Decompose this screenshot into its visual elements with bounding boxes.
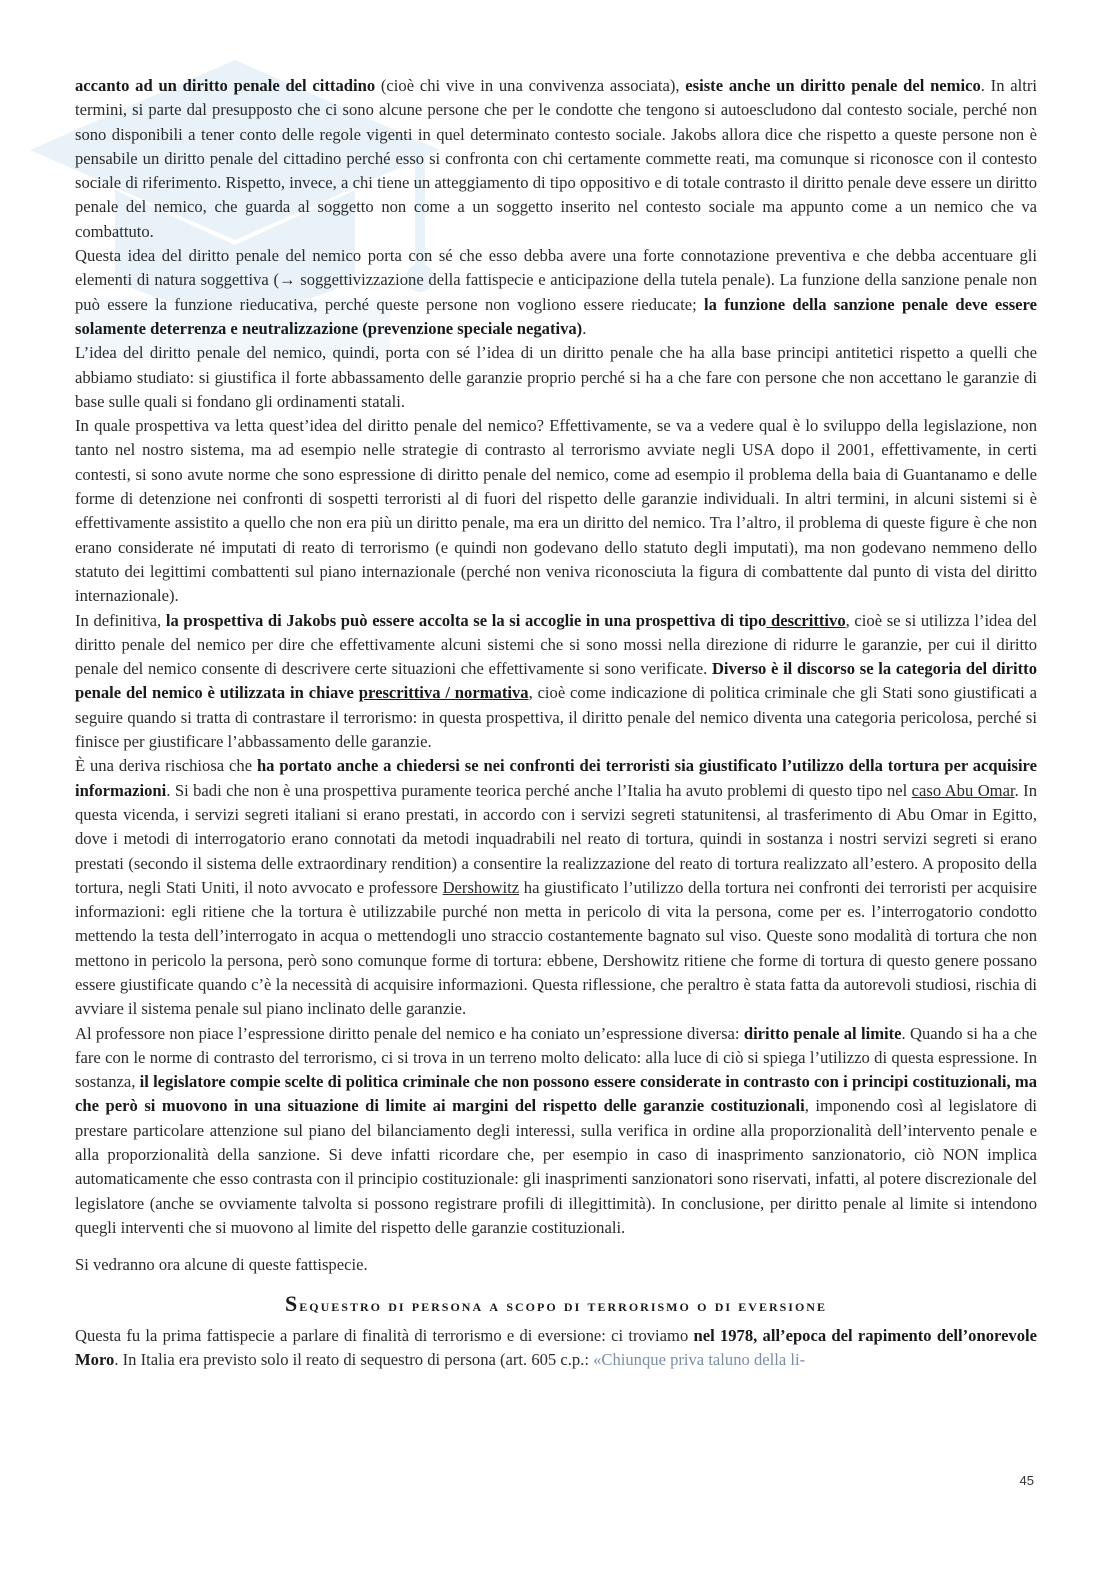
text-segment: È una deriva rischiosa che [75,756,257,776]
text-segment: Si vedranno ora alcune di queste fattispecie. [75,1255,368,1275]
bold-text: la prospettiva di Jakobs può essere accolta se la si accoglie in una prospettiva di tipo [165,610,767,630]
heading-word: scopo [506,1295,558,1315]
paragraph-p2 [75,244,1037,341]
text-segment: In quale prospettiva va letta quest’idea del diritto penale del nemico? Effettivamente, se va a vedere qual è lo sviluppo della legislazione, non tanto nel nostro sistema, ma ad esempio nelle strategie di contrasto al terrorismo avviate negli USA dopo il 2001, effettivamente, in certi contesti, si sono avute norme che sono espressione di diritto penale del nemico, come ad esempio il problema della baia di Guantanamo e delle forme di detenzione nei confronti di sospetti terroristi al di fuori del rispetto delle garanzie individuali. In altri termini, in alcuni sistemi si è effettivamente assistito a quello che non era più un diritto penale, ma era un diritto del nemico. Tra l’altro, il problema di queste figure è che non erano considerate né imputati di reato di terrorismo (e quindi non godevano dello statuto degli imputati), ma non godevano nemmeno dello statuto dei legittimi combattenti sul piano internazionale (perché non veniva riconosciuta la figura di combattente dal punto di vista del diritto internazionale). [75,416,1037,606]
paragraph-list [75,74,1037,1278]
bold-text: ha portato anche a chiedersi se nei confronti dei terroristi sia giustificato l’utilizzo della tortura per acquisire informazioni [75,756,1037,800]
bold-text: accanto ad un diritto penale del cittadino [75,76,376,95]
text-segment: (cioè chi vive in una convivenza associata), [375,76,686,95]
text-segment: , imponendo così al legislatore di prestare particolare attenzione sul piano del bilanciamento degli interessi, sulla verifica in ordine alla proporzionalità dell’intervento penale e alla proporzionalità della sanzione. Si deve infatti ricordare che, per esempio in caso di inasprimento sanzionatorio, ciò NON implica automaticamente che esso contrasta con il principio costituzionale: gli inasprimenti sanzionatori sono riservati, infatti, al potere discrezionale del legislatore (anche se ovviamente talvolta si possono registrare profili di illegittimità). In conclusione, per diritto penale al limite si intendono quegli interventi che si muovono al limite del rispetto delle garanzie costituzionali. [75,1096,1037,1237]
section-paragraph [75,1324,1037,1373]
text-segment: In definitiva, [75,610,166,630]
text-segment: . [582,318,587,338]
heading-word: di [563,1295,582,1315]
bold-underlined-text: descrittivo [766,610,846,630]
paragraph-p4 [75,414,1037,608]
heading-word: Sequestro [285,1290,382,1316]
text-segment: L’idea del diritto penale del nemico, quindi, porta con sé l’idea di un diritto penale che ha alla base principi antitetici rispetto a quelli che abbiamo studiato: si giustifica il forte abbassamento delle garanzie proprio perché si ha a che fare con persone che non accettano le garanzie di base sulle quali si fondano gli ordinamenti statali. [75,343,1037,411]
text-segment: ha giustificato l’utilizzo della tortura nei confronti dei terroristi per acquisire informazioni: egli ritiene che la tortura è utilizzabile purché non metta in pericolo di vita la persona, come per es. l’interrogatorio condotto mettendo la testa dell’interrogato in acqua o mettendogli uno straccio costantemente bagnato sul viso. Queste sono modalità di tortura che non mettono in pericolo la persona, però sono comunque forme di tortura: ebbene, Dershowitz ritiene che forme di tortura di questo genere possano essere giustificate quando c’è la necessità di acquisire informazioni. Questa riflessione, che peraltro è stata fatta da autorevoli studiosi, rischia di avviare il sistema penale sul piano inclinato delle garanzie. [75,877,1037,1019]
paragraph-p3 [75,341,1037,414]
heading-word: eversione [738,1295,827,1315]
text-segment: Questa idea del diritto penale del nemico porta con sé che esso debba avere una forte connotazione preventiva e che debba accentuare gli elementi di natura soggettiva (→ soggettivizzazione della fattispecie e anticipazione della tutela penale). La funzione della sanzione penale non può essere la funzione rieducativa, perché queste persone non vogliono essere rieducate; [75,246,1037,314]
section-heading-text [285,1290,827,1316]
text-segment: . Quando si ha a che fare con le norme di contrasto del terrorismo, ci si trova in un terreno molto delicato: alla luce di ciò si spiega l’utilizzo di questa espressione. In sostanza, [75,1023,1038,1092]
bold-text: esiste anche un diritto penale del nemico [685,76,981,95]
document-body [75,74,1037,1372]
heading-word: persona [411,1295,484,1315]
text-segment: Questa fu la prima fattispecie a parlare di finalità di terrorismo e di eversione: ci troviamo [75,1325,694,1345]
heading-word: terrorismo [587,1295,691,1315]
paragraph-p6 [75,754,1037,1021]
heading-word: di [388,1295,406,1315]
bold-text: Diverso è il discorso se la categoria del diritto penale del nemico è utilizzata in chiave [75,659,1037,703]
text-segment: . In questa vicenda, i servizi segreti italiani si erano prestati, in accordo con i servizi segreti statunitensi, al trasferimento di Abu Omar in Egitto, dove i metodi di interrogatorio erano connotati da metodi inquadrabili nel reato di tortura, quindi in sostanza i nostri servizi segreti si erano prestati (secondo il sistema delle extraordinary rendition) a consentire la realizzazione del reato di tortura realizzato all’estero. A proposito della tortura, negli Stati Uniti, il noto avvocato e professore [75,780,1037,897]
bold-text: nel 1978, all’epoca del rapimento dell’onorevole Moro [75,1325,1038,1370]
text-segment: . In altri termini, si parte dal presupposto che ci sono alcune persone che per le condotte che tengono si autoescludono dal contesto sociale, perché non sono disponibili a tener conto delle regole vigenti in quel determinato contesto sociale. Jakobs allora dice che rispetto a queste persone non è pensabile un diritto penale del cittadino perché esso si confronta con chi certamente commette reati, ma comunque si riconosce con il contesto sociale di riferimento. Rispetto, invece, a chi tiene un atteggiamento di tipo oppositivo e di totale contrasto il diritto penale deve essere un diritto penale del nemico, che guarda al soggetto non come a un soggetto inserito nel contesto sociale ma appunto come a un nemico che va combattuto. [75,76,1037,241]
section-heading [75,1292,1037,1318]
heading-word: a [489,1295,501,1315]
underlined-text: caso Abu Omar [911,780,1015,800]
heading-word: di [714,1295,733,1315]
text-segment: , cioè se si utilizza l’idea del diritto penale del nemico per dire che effettivamente alcuni sistemi che si sono mossi nella direzione di ridurre le garanzie, per cui il diritto penale del nemico consente di descrivere certe situazioni che effettivamente si sono verificate. [75,610,1037,679]
text-segment: , cioè come indicazione di politica criminale che gli Stati sono giustificati a seguire quando si tratta di contrastare il terrorismo: in questa prospettiva, il diritto penale del nemico diventa una categoria pericolosa, perché si finisce per giustificare l’abbassamento delle garanzie. [75,683,1037,752]
paragraph-p5 [75,609,1037,755]
text-segment: . Si badi che non è una prospettiva puramente teorica perché anche l’Italia ha avuto problemi di questo tipo nel [166,780,912,800]
paragraph-p1 [75,74,1037,244]
bold-text: il legislatore compie scelte di politica criminale che non possono essere considerate in contrasto con i principi costituzionali, ma che però si muovono in una situazione di limite ai margini del rispetto delle garanzie costituzionali [75,1072,1038,1116]
page-number: 45 [1019,1473,1034,1488]
heading-word: o [697,1295,709,1315]
bold-text: la funzione della sanzione penale deve essere solamente deterrenza e neutralizzazione (prevenzione speciale negativa) [75,294,1037,338]
quote-text: «Chiunque priva taluno della li- [593,1350,806,1370]
text-segment: Al professore non piace l’espressione diritto penale del nemico e ha coniato un’espressione diversa: [75,1023,744,1043]
bold-text: diritto penale al limite [743,1023,902,1043]
text-segment: . In Italia era previsto solo il reato di sequestro di persona (art. 605 c.p.: [114,1350,594,1370]
underlined-text: Dershowitz [442,877,520,897]
bold-underlined-text: prescrittiva / normativa [358,683,529,703]
paragraph-p8 [75,1253,1037,1277]
paragraph-p7 [75,1022,1037,1241]
